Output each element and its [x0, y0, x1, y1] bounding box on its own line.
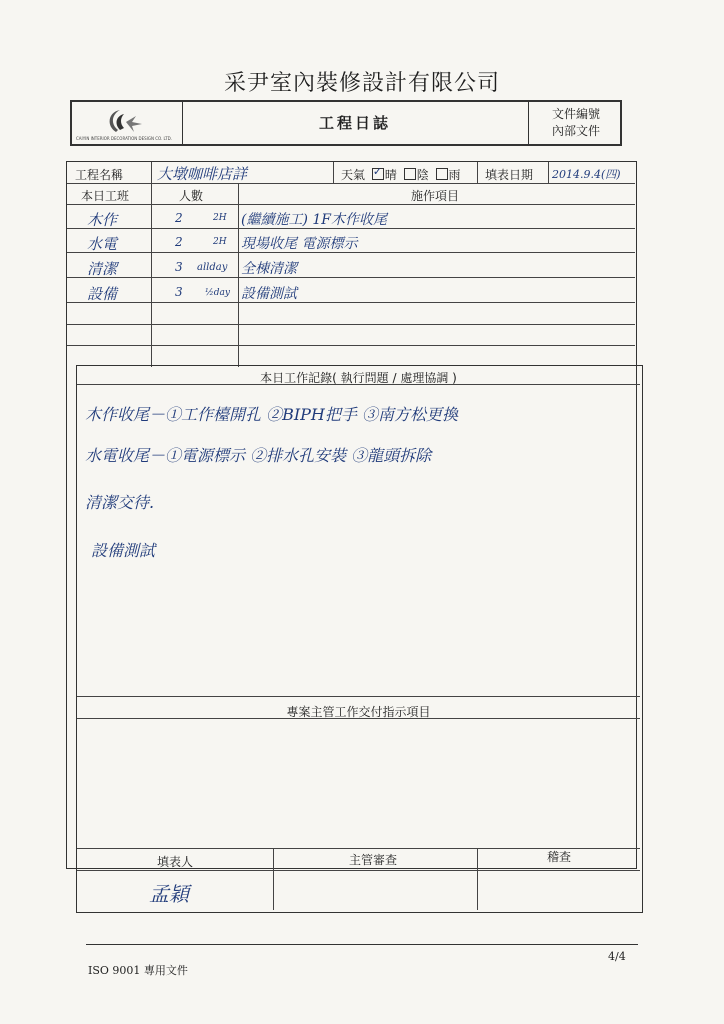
- crew-row-hours: ½day: [205, 288, 230, 298]
- record-line: 木作收尾－①工作檯開孔 ②BIPH把手 ③南方松更換: [85, 405, 458, 424]
- weather-field: [341, 166, 461, 183]
- crew-row-team: 木作: [87, 211, 118, 229]
- footer-divider: [86, 944, 638, 945]
- crew-row-item: 全棟清潔: [241, 261, 297, 277]
- weather-sunny-checkbox[interactable]: [372, 168, 384, 180]
- date-value: 2014.9.4(四): [552, 168, 621, 181]
- crew-row-team: 水電: [87, 235, 118, 253]
- logo-caption: CAIYIN INTERIOR DECORATION DESIGN CO. LTD.: [76, 136, 173, 141]
- company-logo: [72, 102, 183, 144]
- swirl-logo-icon: [102, 106, 148, 138]
- instructions-header: 專案主管工作交付指示項目: [286, 705, 431, 719]
- iso-label: ISO 9001 專用文件: [88, 964, 188, 977]
- crew-row-hours: allday: [197, 262, 228, 273]
- filler-label: 填表人: [157, 855, 194, 869]
- team-header: 本日工班: [81, 189, 130, 203]
- crew-row-item: 設備測試: [241, 286, 297, 302]
- company-name: 采尹室內裝修設計有限公司: [223, 71, 500, 96]
- document-header: [70, 100, 622, 146]
- weather-sunny-label: 晴: [384, 168, 397, 182]
- weather-cloudy-checkbox[interactable]: [404, 168, 416, 180]
- record-line: 設備測試: [91, 541, 156, 560]
- review-label: 主管審查: [349, 853, 398, 867]
- document-code: [532, 106, 620, 140]
- filler-signature: 孟穎: [149, 882, 189, 906]
- crew-row-count: 3: [175, 260, 183, 274]
- weather-rain-checkbox[interactable]: [436, 168, 448, 180]
- record-line: 水電收尾－①電源標示 ②排水孔安裝 ③龍頭拆除: [85, 446, 432, 465]
- weather-label: 天氣: [341, 168, 366, 182]
- crew-row-team: 清潔: [87, 260, 118, 278]
- weather-cloudy-label: 陰: [416, 168, 429, 182]
- items-header: 施作項目: [411, 189, 460, 203]
- record-line: 清潔交待.: [85, 493, 155, 512]
- weather-rain-label: 雨: [448, 168, 461, 182]
- crew-row-count: 2: [175, 235, 183, 249]
- crew-row-item: 現場收尾 電源標示: [241, 236, 358, 252]
- count-header: 人數: [179, 189, 204, 203]
- page-number: 4/4: [608, 950, 626, 963]
- project-name-value: 大墩咖啡店詳: [157, 165, 248, 183]
- crew-row-count: 2: [175, 211, 183, 225]
- record-header: 本日工作記錄( 執行問題 / 處理協調 ): [260, 371, 457, 385]
- doc-no-label: 文件編號: [551, 107, 600, 121]
- form-title: 工程日誌: [182, 102, 529, 144]
- record-section: [76, 365, 643, 913]
- crew-row-count: 3: [175, 285, 183, 299]
- date-label: 填表日期: [485, 168, 534, 182]
- doc-type: 內部文件: [551, 124, 600, 138]
- crew-row-hours: 2H: [213, 213, 227, 223]
- crew-row-team: 設備: [87, 285, 118, 303]
- project-name-label: 工程名稱: [75, 168, 124, 182]
- crew-row-item: (繼續施工) 1F木作收尾: [241, 212, 387, 228]
- crew-row-hours: 2H: [213, 237, 227, 247]
- audit-label: 稽查: [547, 850, 572, 864]
